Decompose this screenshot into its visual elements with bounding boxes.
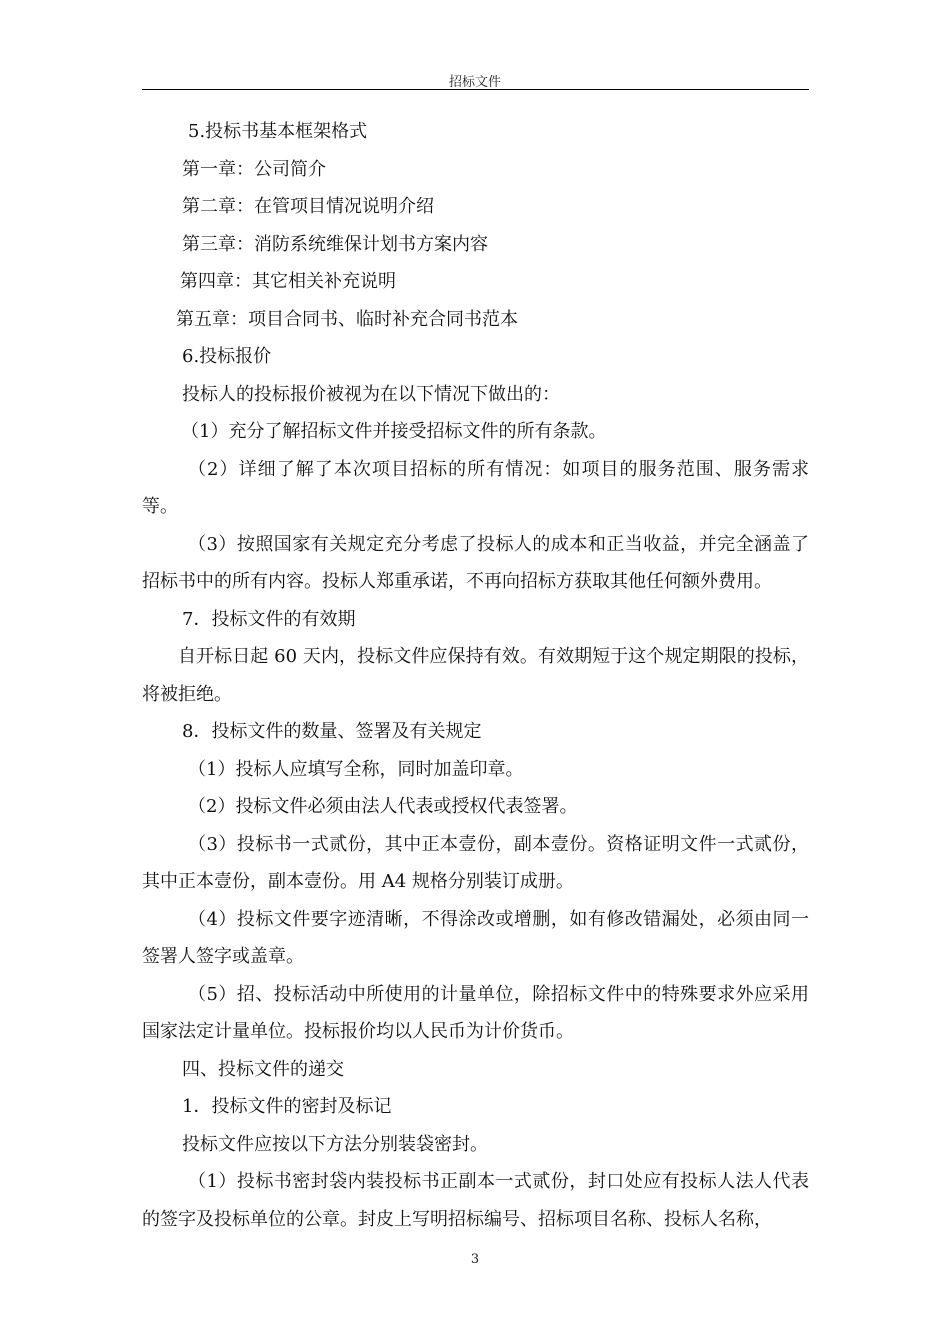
paragraph-heading: 8．投标文件的数量、签署及有关规定 (182, 721, 482, 742)
paragraph: 第二章：在管项目情况说明介绍 (182, 196, 434, 217)
paragraph: （1）投标书密封袋内装投标书正副本一式贰份，封口处应有投标人法人代表的签字及投标单位的公章。封皮上写明招标编号、招标项目名称、投标人名称， (142, 1171, 809, 1230)
paragraph-heading: 5.投标书基本框架格式 (188, 121, 368, 142)
header-divider (142, 89, 809, 90)
paragraph: 第五章：项目合同书、临时补充合同书范本 (176, 308, 518, 330)
paragraph-heading: 6.投标报价 (182, 346, 272, 367)
paragraph: （1）投标人应填写全称，同时加盖印章。 (188, 758, 524, 780)
paragraph: 自开标日起 60 天内，投标文件应保持有效。有效期短于这个规定期限的投标，将被拒绝。 (142, 646, 809, 705)
paragraph: 投标人的投标报价被视为在以下情况下做出的： (182, 383, 560, 405)
page-number: 3 (470, 1252, 480, 1267)
paragraph-heading: 7．投标文件的有效期 (182, 608, 356, 630)
paragraph: 第四章：其它相关补充说明 (180, 271, 396, 292)
paragraph: （2）投标文件必须由法人代表或授权代表签署。 (188, 796, 578, 817)
paragraph: （3）投标书一式贰份，其中正本壹份，副本壹份。资格证明文件一式贰份，其中正本壹份，副本壹份。用 A4 规格分别装订成册。 (142, 833, 809, 892)
paragraph: 投标文件应按以下方法分别装袋密封。 (182, 1133, 488, 1155)
paragraph-heading: 1．投标文件的密封及标记 (182, 1096, 392, 1117)
paragraph: 第三章：消防系统维保计划书方案内容 (182, 233, 488, 255)
section-heading: 四、投标文件的递交 (182, 1058, 344, 1080)
paragraph: （1）充分了解招标文件并接受招标文件的所有条款。 (181, 421, 607, 442)
paragraph: 第一章：公司简介 (182, 158, 326, 180)
body-text (142, 113, 809, 1238)
paragraph: （2）详细了解了本次项目招标的所有情况：如项目的服务范围、服务需求等。 (142, 458, 809, 517)
running-header: 招标文件 (448, 75, 501, 90)
paragraph: （4）投标文件要字迹清晰，不得涂改或增删，如有修改错漏处，必须由同一签署人签字或盖章。 (142, 908, 809, 967)
paragraph: （3）按照国家有关规定充分考虑了投标人的成本和正当收益，并完全涵盖了招标书中的所有内容。投标人郑重承诺，不再向招标方获取其他任何额外费用。 (142, 533, 809, 592)
paragraph: （5）招、投标活动中所使用的计量单位，除招标文件中的特殊要求外应采用国家法定计量单位。投标报价均以人民币为计价货币。 (142, 983, 809, 1042)
